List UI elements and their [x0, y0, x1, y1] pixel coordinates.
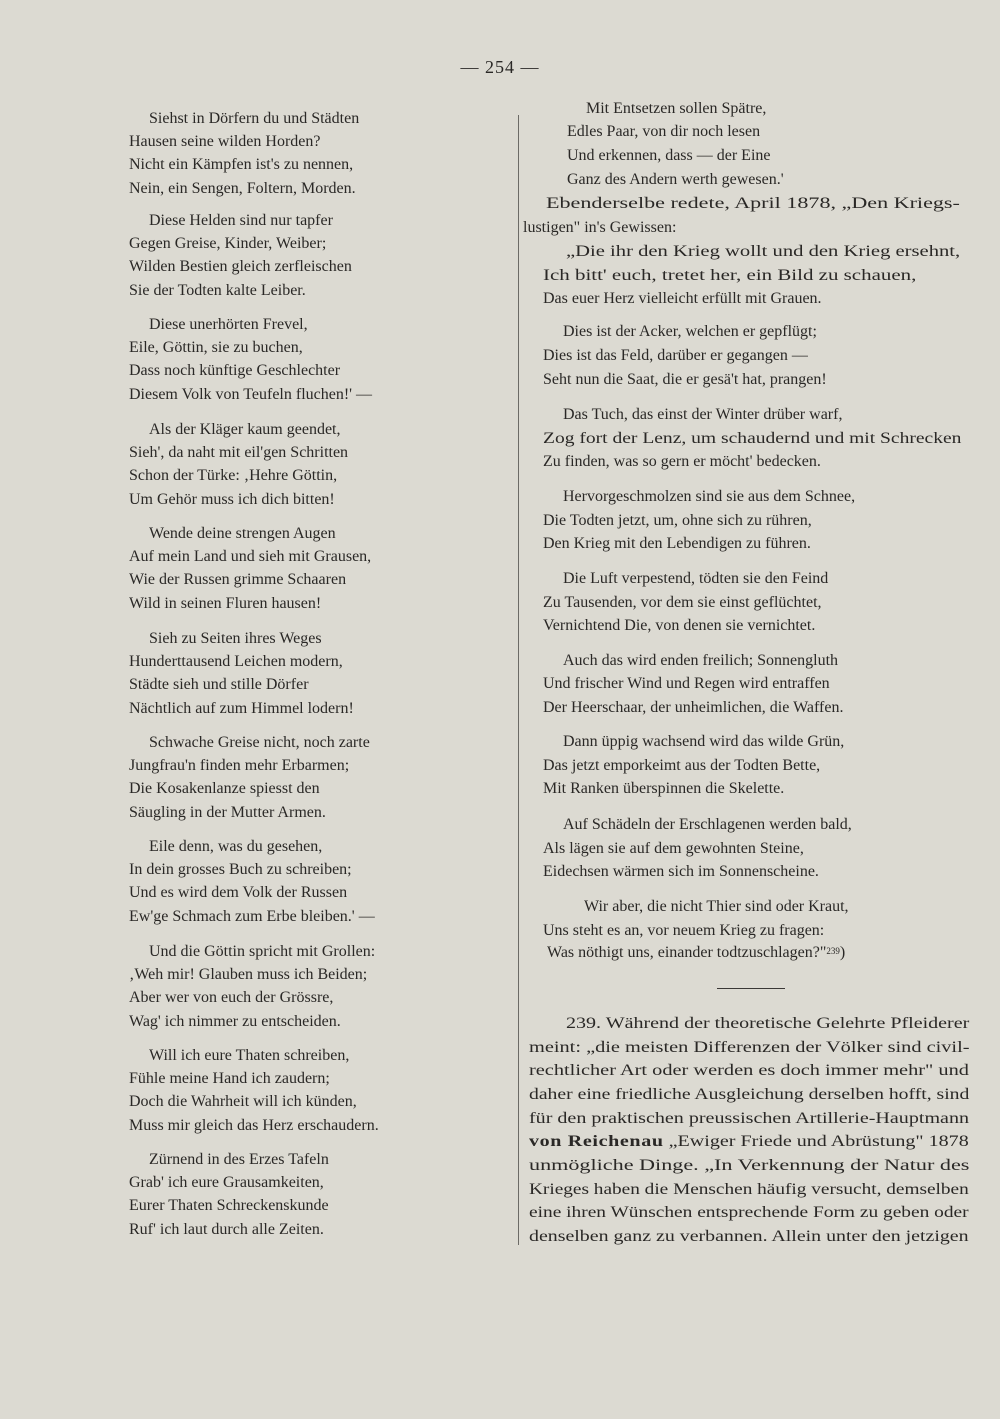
text-line: Den Krieg mit den Lebendigen zu führen.: [543, 535, 811, 552]
text-line: Auch das wird enden freilich; Sonnengluth: [563, 652, 839, 669]
text-line: Mit Entsetzen sollen Spätre,: [586, 100, 767, 117]
poem-line: Hunderttausend Leichen modern,: [129, 653, 343, 671]
text-line: Auf Schädeln der Erschlagenen werden bald,: [563, 816, 852, 833]
poem-line: Sie der Todten kalte Leiber.: [129, 281, 306, 299]
text-line: Wir aber, die nicht Thier sind oder Kraut,: [584, 898, 849, 915]
text-line: „Die ihr den Krieg wollt und den Krieg ersehnt,: [566, 243, 961, 260]
text-line: Dann üppig wachsend wird das wilde Grün,: [563, 733, 845, 750]
poem-line: Und es wird dem Volk der Russen: [129, 884, 348, 902]
poem-line: Wie der Russen grimme Schaaren: [129, 571, 347, 589]
poem-line: Um Gehör muss ich dich bitten!: [129, 490, 335, 508]
poem-line: Ew'ge Schmach zum Erbe bleiben.' —: [129, 907, 375, 925]
column-divider: [518, 115, 519, 1245]
closing-parenthesis: ): [839, 944, 846, 961]
poem-line: Schon der Türke: ‚Hehre Göttin,: [129, 467, 338, 485]
poem-line: Hausen seine wilden Horden?: [129, 133, 321, 151]
poem-line: Eurer Thaten Schreckenskunde: [129, 1197, 329, 1215]
author-name-reichenau: von Reichenau: [529, 1133, 664, 1150]
text-line: Die Todten jetzt, um, ohne sich zu rühren,: [543, 512, 812, 529]
text-line: Der Heerschaar, der unheimlichen, die Waffen.: [543, 699, 844, 716]
poem-line: Die Kosakenlanze spiesst den: [129, 780, 320, 798]
poem-line: Eile denn, was du gesehen,: [149, 838, 323, 855]
poem-line: Wag' ich nimmer zu entscheiden.: [129, 1012, 341, 1030]
footnote-reference: 239: [826, 946, 840, 956]
poem-line: Gegen Greise, Kinder, Weiber;: [129, 235, 327, 253]
text-line: Eidechsen wärmen sich im Sonnenscheine.: [543, 863, 819, 880]
poem-line: In dein grosses Buch zu schreiben;: [129, 861, 352, 879]
poem-line: Nein, ein Sengen, Foltern, Morden.: [129, 179, 356, 197]
poem-line: Eile, Göttin, sie zu buchen,: [129, 339, 303, 357]
text-line: Ganz des Andern werth gewesen.': [567, 171, 784, 188]
text-line: Und erkennen, dass — der Eine: [567, 147, 771, 164]
poem-line: ‚Weh mir! Glauben muss ich Beiden;: [129, 966, 368, 984]
poem-line: Wilden Bestien gleich zerfleischen: [129, 258, 352, 276]
poem-line: Diese unerhörten Frevel,: [149, 316, 308, 333]
poem-line: Muss mir gleich das Herz erschaudern.: [129, 1116, 379, 1134]
poem-line: Sieh', da naht mit eil'gen Schritten: [129, 444, 349, 462]
text-line: Und frischer Wind und Regen wird entraffen: [543, 675, 830, 692]
paragraph-line: meint: „die meisten Differenzen der Völker sind civil-: [529, 1039, 970, 1056]
text-line: Edles Paar, von dir noch lesen: [567, 123, 761, 140]
poem-line: Grab' ich eure Grausamkeiten,: [129, 1174, 324, 1192]
poem-line: Schwache Greise nicht, noch zarte: [149, 734, 370, 751]
poem-line: Als der Kläger kaum geendet,: [149, 421, 341, 438]
text-line: Ebenderselbe redete, April 1878, „Den Kriegs-: [546, 195, 960, 212]
paragraph-line: denselben ganz zu verbannen. Allein unter den jetzigen: [529, 1228, 969, 1245]
text-line: Zu finden, was so gern er möcht' bedecken.: [543, 453, 821, 470]
poem-line: Dass noch künftige Geschlechter: [129, 362, 341, 380]
book-title-reference: „Ewiger Friede und Abrüstung" 1878: [663, 1133, 969, 1150]
paragraph-line: 239. Während der theoretische Gelehrte Pfleiderer: [566, 1015, 970, 1032]
text-line: Seht nun die Saat, die er gesä't hat, prangen!: [543, 371, 827, 388]
paragraph-line: daher eine friedliche Ausgleichung derselben hofft, sind: [529, 1086, 970, 1103]
text-line: Dies ist das Feld, darüber er gegangen —: [543, 347, 808, 364]
paragraph-line: Krieges haben die Menschen häufig versucht, demselben: [529, 1181, 969, 1198]
text-line: Das jetzt emporkeimt aus der Todten Bette,: [543, 757, 821, 774]
text-line: Als lägen sie auf dem gewohnten Steine,: [543, 840, 804, 857]
paragraph-line: rechtlicher Art oder werden es doch immer mehr" und: [529, 1062, 969, 1079]
text-line: Mit Ranken überspinnen die Skelette.: [543, 780, 785, 797]
poem-line: Doch die Wahrheit will ich künden,: [129, 1093, 357, 1111]
poem-line: Will ich eure Thaten schreiben,: [149, 1047, 350, 1064]
poem-line: Zürnend in des Erzes Tafeln: [149, 1151, 329, 1168]
poem-line: Sieh zu Seiten ihres Weges: [149, 630, 322, 647]
paragraph-line: eine ihren Wünschen entsprechende Form zu geben oder: [529, 1204, 969, 1221]
paragraph-line: unmögliche Dinge. „In Verkennung der Natur des: [529, 1157, 970, 1174]
poem-line: Nicht ein Kämpfen ist's zu nennen,: [129, 156, 354, 174]
poem-line: Auf mein Land und sieh mit Grausen,: [129, 548, 372, 566]
poem-line: Wende deine strengen Augen: [149, 525, 336, 542]
text-line: lustigen" in's Gewissen:: [523, 219, 677, 236]
text-line: Was nöthigt uns, einander todtzuschlagen?"$^{239}$): [547, 944, 846, 961]
poem-line: Nächtlich auf zum Himmel lodern!: [129, 699, 354, 717]
poem-line: Und die Göttin spricht mit Grollen:: [149, 943, 376, 960]
section-divider-rule: [717, 988, 785, 989]
poem-line: Jungfrau'n finden mehr Erbarmen;: [129, 757, 350, 775]
text-line: Hervorgeschmolzen sind sie aus dem Schnee,: [563, 488, 856, 505]
text-line: Zog fort der Lenz, um schaudernd und mit Schrecken: [543, 430, 962, 447]
poem-line: Diese Helden sind nur tapfer: [149, 212, 333, 229]
poem-line: Aber wer von euch der Grössre,: [129, 989, 334, 1007]
poem-line: Wild in seinen Fluren hausen!: [129, 594, 322, 612]
text-line: Vernichtend Die, von denen sie vernichtet.: [543, 617, 816, 634]
text-line: Dies ist der Acker, welchen er gepflügt;: [563, 323, 817, 340]
poem-line: Säugling in der Mutter Armen.: [129, 803, 326, 821]
text-line: Das Tuch, das einst der Winter drüber warf,: [563, 406, 843, 423]
poem-line: Ruf' ich laut durch alle Zeiten.: [129, 1220, 324, 1238]
page-number: — 254 —: [460, 57, 540, 77]
poem-line: Siehst in Dörfern du und Städten: [149, 110, 360, 127]
paragraph-line-reichenau: [529, 1131, 969, 1153]
poem-line: Fühle meine Hand ich zaudern;: [129, 1070, 330, 1088]
text-line: Die Luft verpestend, tödten sie den Feind: [563, 570, 829, 587]
poem-line: Städte sieh und stille Dörfer: [129, 676, 309, 694]
text-line: Das euer Herz vielleicht erfüllt mit Grauen.: [543, 290, 822, 307]
text-line: Uns steht es an, vor neuem Krieg zu fragen:: [543, 922, 825, 939]
poem-line: Diesem Volk von Teufeln fluchen!' —: [129, 385, 373, 403]
text-line: Ich bitt' euch, tretet her, ein Bild zu schauen,: [543, 267, 917, 284]
text-line: Zu Tausenden, vor dem sie einst geflüchtet,: [543, 594, 822, 611]
paragraph-line: für den praktischen preussischen Artillerie-Hauptmann: [529, 1110, 969, 1127]
